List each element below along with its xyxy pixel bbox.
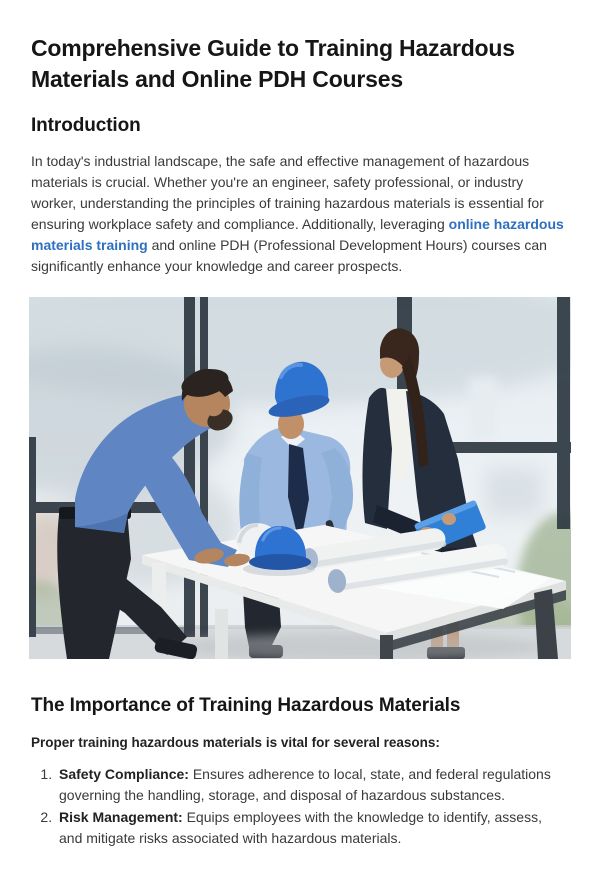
importance-list xyxy=(31,764,569,849)
section-heading-importance: The Importance of Training Hazardous Materials xyxy=(31,695,461,716)
article-photo xyxy=(29,297,571,659)
page-title: Comprehensive Guide to Training Hazardous Materials and Online PDH Courses xyxy=(31,35,515,92)
section-heading-introduction: Introduction xyxy=(31,115,141,136)
list-item-description: Equips employees with the knowledge to identify, assess, and mitigate risks associated with hazardous materials. xyxy=(59,809,542,846)
list-item-term: Risk Management: xyxy=(59,809,183,825)
list-item-risk-management xyxy=(56,807,569,849)
list-item-term: Safety Compliance: xyxy=(59,766,189,782)
list-item-description: Ensures adherence to local, state, and federal regulations governing the handling, storage, and disposal of hazardous substances. xyxy=(59,766,551,803)
intro-text-after-link: and online PDH (Professional Development Hours) courses can significantly enhance your knowledge and career prospects. xyxy=(31,237,547,274)
hazmat-training-link[interactable]: online hazardous materials training xyxy=(31,216,564,253)
article-page xyxy=(0,33,600,849)
intro-paragraph xyxy=(31,151,569,277)
list-item-safety-compliance xyxy=(56,764,569,806)
importance-lead: Proper training hazardous materials is vital for several reasons: xyxy=(31,735,440,750)
intro-text-before-link: In today's industrial landscape, the safe and effective management of hazardous materials is crucial. Whether you're an engineer, safety professional, or industry worker, understanding the principles of training hazardous materials is essential for ensuring workplace safety and compliance. Additionally, leveraging xyxy=(31,153,544,232)
article-photo-illustration xyxy=(29,297,571,659)
